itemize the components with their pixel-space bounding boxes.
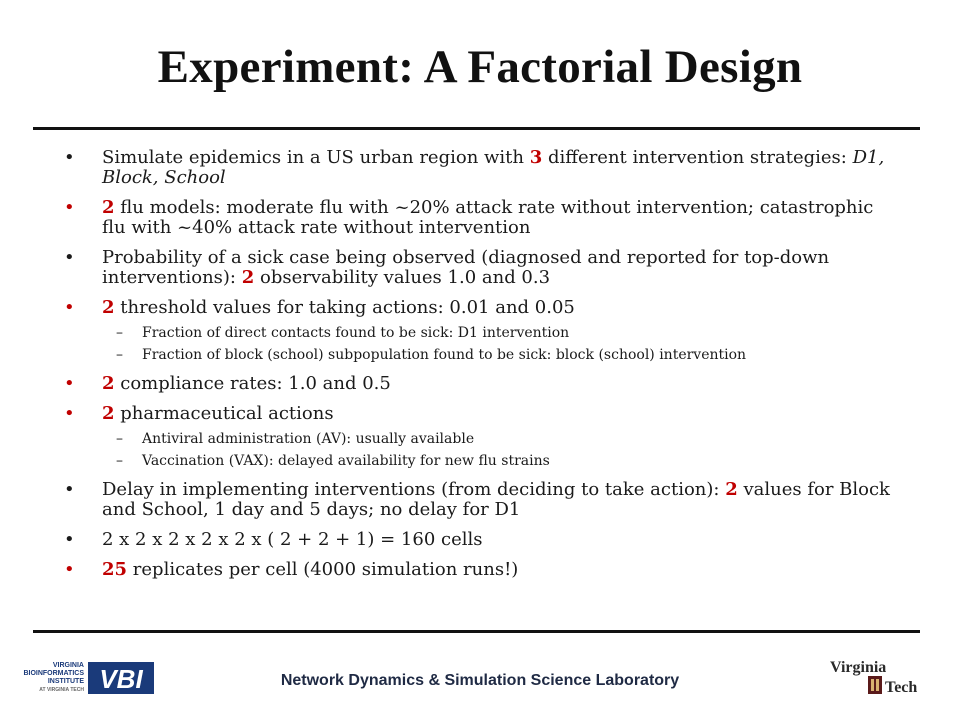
- bullet-content: [62, 148, 892, 590]
- vbi-logo-line1: VIRGINIA: [52, 662, 84, 669]
- vbi-logo-line2: BIOINFORMATICS: [23, 670, 84, 677]
- sub-bullet-dash: –: [116, 453, 123, 469]
- sub-bullet-text: Fraction of block (school) subpopulation found to be sick: block (school) intervention: [142, 347, 747, 363]
- footer-lab-name: Network Dynamics & Simulation Science Laboratory: [280, 672, 680, 689]
- sub-bullet-text: Fraction of direct contacts found to be sick: D1 intervention: [142, 325, 570, 341]
- bullet-text: observability values 1.0 and 0.3: [254, 267, 551, 288]
- vt-logo-line2: Tech: [885, 679, 918, 696]
- vt-logo-line1: Virginia: [830, 659, 887, 676]
- bullet-text: pharmaceutical actions: [114, 403, 334, 424]
- bullet-number: 2: [241, 267, 255, 288]
- slide-title: Experiment: A Factorial Design: [157, 41, 803, 93]
- bullet-text: flu models: moderate flu with ~20% attack rate without intervention; catastrophic flu with ~40% attack rate without intervention: [102, 197, 874, 238]
- bullet-dot: •: [64, 559, 75, 580]
- title-divider: [33, 127, 920, 130]
- bullet-dot: •: [64, 373, 75, 394]
- bullet-text: Delay in implementing interventions (from deciding to take action):: [102, 479, 726, 500]
- bullet-item: [62, 530, 892, 550]
- bullet-item: [62, 374, 892, 394]
- bullet-item: [62, 248, 892, 288]
- footer-divider: [33, 630, 920, 633]
- bullet-emphasis: D1, Block, School: [102, 147, 885, 188]
- bullet-dot: •: [64, 297, 75, 318]
- bullet-item: [62, 198, 892, 238]
- vbi-mark: VBI: [99, 664, 143, 694]
- sub-bullet-item: [102, 324, 892, 342]
- bullet-text: replicates per cell (4000 simulation runs!): [127, 559, 519, 580]
- bullet-text: threshold values for taking actions: 0.01 and 0.05: [114, 297, 575, 318]
- bullet-item: [62, 298, 892, 364]
- bullet-item: [62, 560, 892, 580]
- bullet-number: 2: [102, 403, 115, 424]
- sub-bullet-dash: –: [116, 431, 123, 447]
- sub-bullet-text: Antiviral administration (AV): usually available: [142, 431, 475, 447]
- bullet-text: different intervention strategies:: [542, 147, 853, 168]
- bullet-number: 2: [102, 373, 115, 394]
- bullet-item: [62, 480, 892, 520]
- vbi-logo-line4: AT VIRGINIA TECH: [39, 687, 84, 693]
- bullet-dot: •: [64, 403, 75, 424]
- bullet-dot: •: [64, 197, 75, 218]
- bullet-dot: •: [64, 147, 75, 168]
- virginia-tech-logo: [828, 656, 928, 700]
- bullet-dot: •: [64, 247, 75, 268]
- bullet-dot: •: [64, 529, 75, 550]
- bullet-item: [62, 148, 892, 188]
- sub-bullet-dash: –: [116, 347, 123, 363]
- vt-shield: [868, 676, 882, 694]
- bullet-number: 3: [529, 147, 543, 168]
- bullet-text: 2 x 2 x 2 x 2 x 2 x ( 2 + 2 + 1) = 160 cells: [102, 529, 483, 550]
- bullet-number: 25: [102, 559, 128, 580]
- bullet-item: [62, 404, 892, 470]
- bullet-number: 2: [102, 297, 115, 318]
- bullet-text: values for Block and School, 1 day and 5 days; no delay for D1: [102, 479, 890, 520]
- sub-bullet-item: [102, 452, 892, 470]
- sub-bullet-item: [102, 346, 892, 364]
- sub-bullet-dash: –: [116, 325, 123, 341]
- bullet-text: Probability of a sick case being observed (diagnosed and reported for top-down interventions):: [102, 247, 830, 288]
- vbi-logo-line3: INSTITUTE: [47, 678, 84, 685]
- bullet-number: 2: [102, 197, 115, 218]
- bullet-text: compliance rates: 1.0 and 0.5: [114, 373, 391, 394]
- sub-bullet-item: [102, 430, 892, 448]
- bullet-text: Simulate epidemics in a US urban region with: [102, 147, 530, 168]
- bullet-number: 2: [725, 479, 738, 500]
- bullet-dot: •: [64, 479, 75, 500]
- sub-bullet-text: Vaccination (VAX): delayed availability for new flu strains: [142, 453, 550, 469]
